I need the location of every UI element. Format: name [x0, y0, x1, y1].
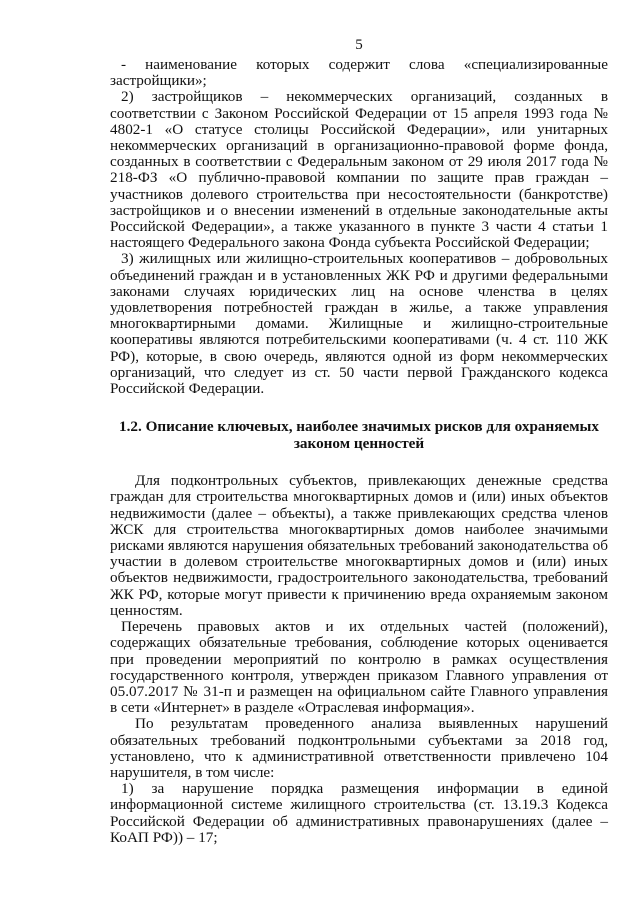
paragraph-nonprofit-developers: 2) застройщиков – некоммерческих организаций, созданных в соответствии с Законом Российской Федерации от 15 апреля 1993 года № 4802-1 «О статусе столицы Российской Федерации», или унитарных некоммерческих организаций в организационно-правовой форме фонда, созданных в соответствии с Федеральным законом от 29 июля 2017 года № 218-ФЗ «О публично-правовой компании по защите прав граждан – участников долевого строительства при несостоятельности (банкротстве) застройщиков и о внесении изменений в отдельные законодательные акты Российской Федерации», а также указанного в пункте 3 части 4 статьи 1 настоящего Федерального закона Фонда субъекта Российской Федерации;	[110, 88, 608, 252]
paragraph-key-risks: Для подконтрольных субъектов, привлекающих денежные средства граждан для строительства многоквартирных домов и (или) иных объектов недвижимости (далее – объекты), а также привлекающих средства членов ЖСК для строительства многоквартирных домов наиболее значимыми рисками являются нарушения обязательных требований законодательства об участии в долевом строительстве многоквартирных домов и (или) иных объектов недвижимости, градостроительного законодательства, требований ЖК РФ, которые могут привести к причинению вреда охраняемым законом ценностям.	[110, 472, 608, 619]
paragraph-legal-acts-list: Перечень правовых актов и их отдельных частей (положений), содержащих обязательные требования, соблюдение которых оценивается при проведении мероприятий по контролю в рамках осуществления государственного контроля, утвержден приказом Главного управления от 05.07.2017 № 31-п и размещен на официальном сайте Главного управления в сети «Интернет» в разделе «Отраслевая информация».	[110, 618, 608, 717]
document-page	[110, 0, 608, 846]
paragraph-analysis-results: По результатам проведенного анализа выявленных нарушений обязательных требований подконтрольными субъектами за 2018 год, установлено, что к административной ответственности привлечено 104 нарушителя, в том числе:	[110, 715, 608, 781]
paragraph-developer-names: - наименование которых содержит слова «специализированные застройщики»;	[110, 56, 608, 90]
section-heading: 1.2. Описание ключевых, наиболее значимых рисков для охраняемых законом ценностей	[118, 418, 599, 453]
page-number: 5	[355, 37, 363, 53]
paragraph-violation-item-1: 1) за нарушение порядка размещения информации в единой информационной системе жилищного строительства (ст. 13.19.3 Кодекса Российской Федерации об административных правонарушениях (далее – КоАП РФ)) – 17;	[110, 780, 608, 846]
paragraph-housing-cooperatives: 3) жилищных или жилищно-строительных кооперативов – добровольных объединений граждан и в установленных ЖК РФ и другими федеральными законами случаях юридических лиц на основе членства в целях удовлетворения потребностей граждан в жилье, а также управления многоквартирными домами. Жилищные и жилищно-строительные кооперативы являются потребительскими кооперативами (ч. 4 ст. 110 ЖК РФ), которые, в свою очередь, являются одной из форм некоммерческих организаций, что следует из ст. 50 части первой Гражданского кодекса Российской Федерации.	[110, 250, 608, 398]
